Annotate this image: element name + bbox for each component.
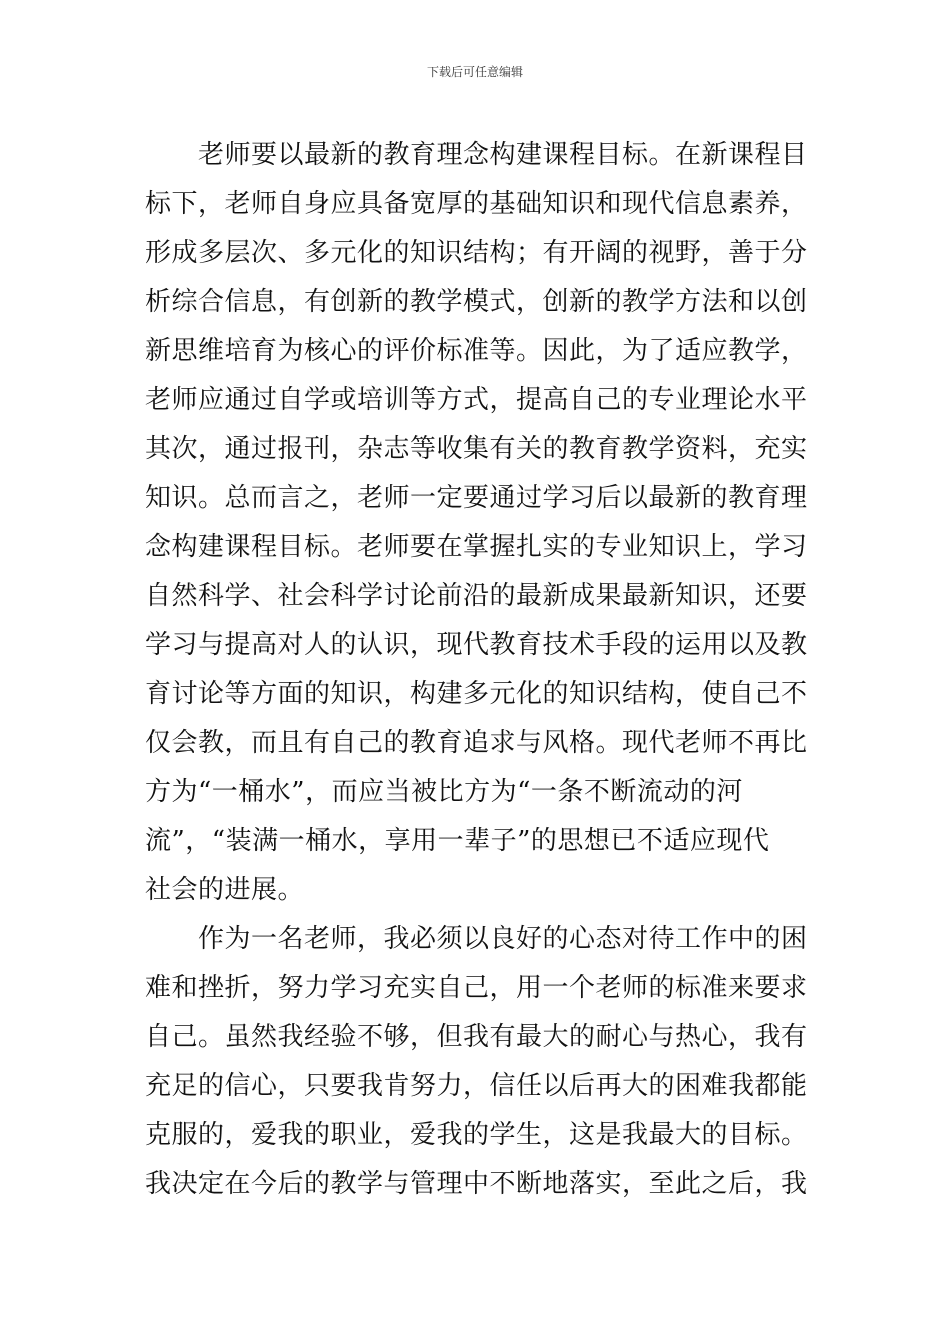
text-line: 形成多层次、多元化的知识结构；有开阔的视野，善于分 [145,238,808,268]
text-line: 方为“一桶水”，而应当被比方为“一条不断流动的河 [145,777,743,807]
text-line: 克服的，爱我的职业，爱我的学生，这是我最大的目标。 [145,1120,808,1150]
text-line: 仅会教，而且有自己的教育追求与风格。现代老师不再比 [145,728,808,758]
text-line: 学习与提高对人的认识，现代教育技术手段的运用以及教 [145,630,808,660]
text-line: 作为一名老师，我必须以良好的心态对待工作中的困 [198,924,808,954]
text-line: 我决定在今后的教学与管理中不断地落实，至此之后，我 [145,1169,808,1199]
text-line: 老师应通过自学或培训等方式，提高自己的专业理论水平 [145,385,808,415]
text-line: 析综合信息，有创新的教学模式，创新的教学方法和以创 [145,287,808,317]
text-line: 念构建课程目标。老师要在掌握扎实的专业知识上，学习 [145,532,808,562]
paragraph-2 [145,915,815,1209]
paragraph-1 [145,131,815,915]
text-line: 标下，老师自身应具备宽厚的基础知识和现代信息素养， [145,189,808,219]
text-line: 老师要以最新的教育理念构建课程目标。在新课程目 [198,140,808,170]
text-line: 自己。虽然我经验不够，但我有最大的耐心与热心，我有 [145,1022,808,1052]
text-line: 难和挫折，努力学习充实自己，用一个老师的标准来要求 [145,973,808,1003]
text-line: 新思维培育为核心的评价标准等。因此，为了适应教学， [145,336,808,366]
page-header: 下载后可任意编辑 [426,65,523,79]
text-line: 充足的信心，只要我肯努力，信任以后再大的困难我都能 [145,1071,808,1101]
text-line: 流”，“装满一桶水，享用一辈子”的思想已不适应现代 [145,826,770,856]
text-line: 自然科学、社会科学讨论前沿的最新成果最新知识，还要 [145,581,808,611]
text-line: 社会的进展。 [145,875,305,905]
text-line: 育讨论等方面的知识，构建多元化的知识结构，使自己不 [145,679,808,709]
text-line: 其次，通过报刊，杂志等收集有关的教育教学资料，充实 [145,434,808,464]
document-body [145,131,815,1209]
text-line: 知识。总而言之，老师一定要通过学习后以最新的教育理 [145,483,808,513]
